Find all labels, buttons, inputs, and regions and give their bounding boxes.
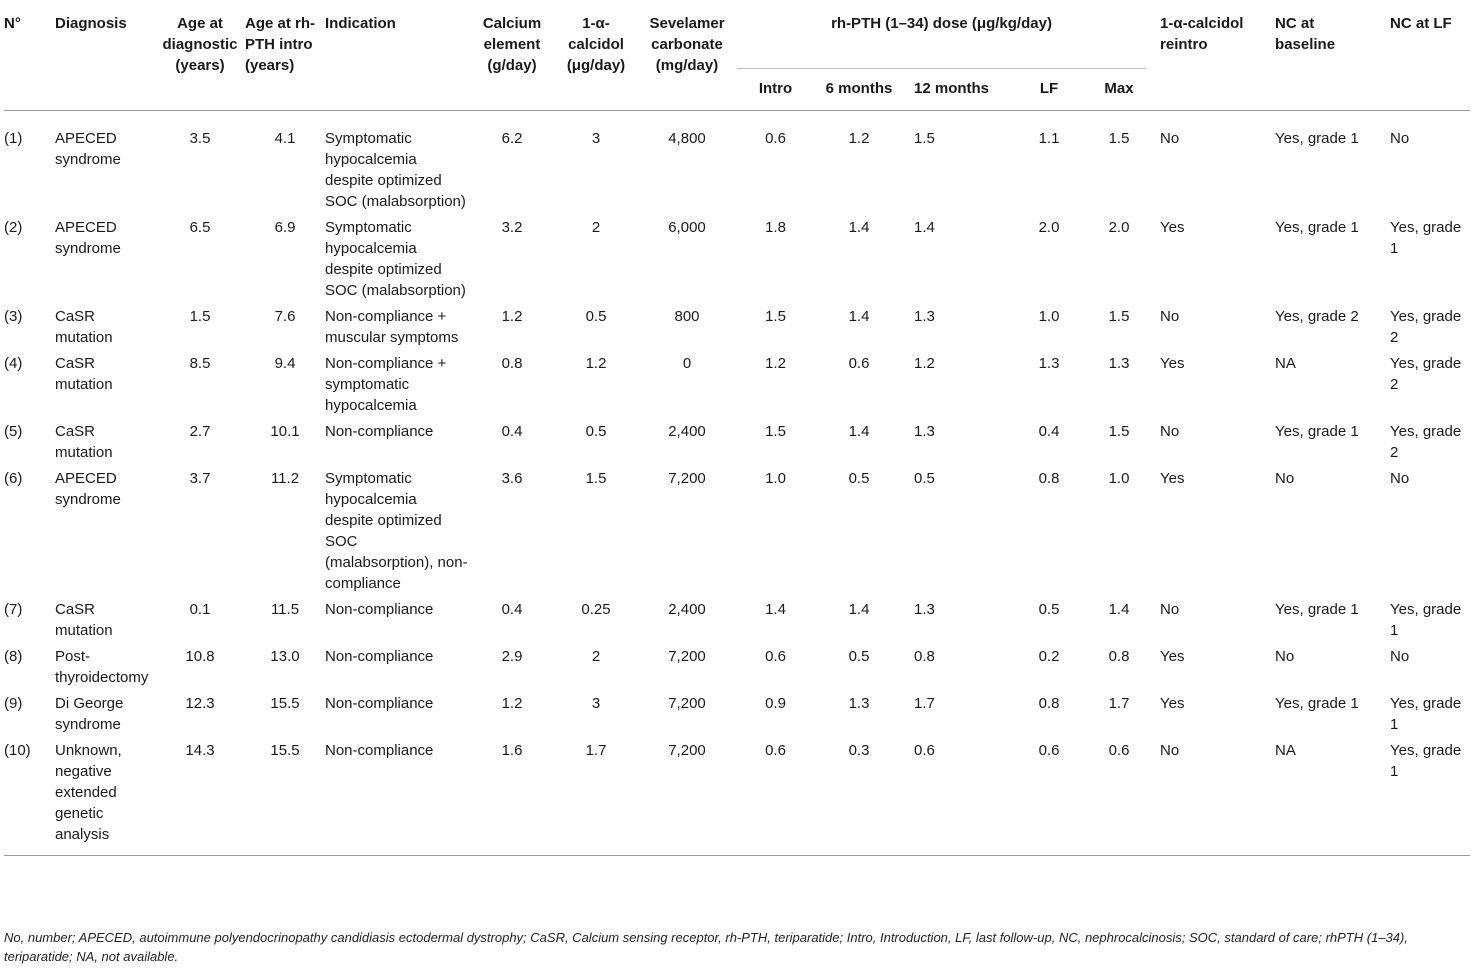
- cell-m12: 1.3: [914, 422, 935, 440]
- cell-age-intro: 15.5: [270, 694, 300, 712]
- cell-max: 1.5: [1108, 129, 1130, 147]
- cell-reintro: No: [1160, 307, 1180, 325]
- cell-no: (5): [4, 422, 23, 440]
- cell-diagnosis: Unknown, negative extended genetic analysis: [55, 735, 155, 856]
- cell-nc-base: Yes, grade 1: [1275, 422, 1359, 440]
- cell-intro: 1.4: [765, 600, 786, 618]
- cell-reintro: No: [1160, 129, 1180, 147]
- cell-max: 1.0: [1108, 469, 1130, 487]
- cell-reintro: No: [1160, 600, 1180, 618]
- table-row: [4, 463, 1470, 594]
- cell-max: 1.4: [1108, 600, 1130, 618]
- cell-age-intro: 7.6: [274, 307, 296, 325]
- cell-m12: 0.6: [904, 735, 1006, 856]
- cell-age-diag: 10.8: [185, 647, 215, 665]
- cell-nc-lf: Yes, grade 1: [1390, 694, 1462, 733]
- cell-nc-base: No: [1275, 469, 1295, 487]
- cell-max: 1.5: [1108, 307, 1130, 325]
- cell-m6: 1.4: [848, 422, 870, 440]
- cell-calcidol: 3: [591, 694, 601, 712]
- header-no: N°: [4, 4, 55, 110]
- cell-age-intro: 10.1: [270, 422, 300, 440]
- table-row: [4, 641, 1470, 688]
- cell-no: (3): [4, 307, 23, 325]
- cell-m12: 1.3: [914, 307, 935, 325]
- cell-intro: 0.6: [737, 735, 814, 856]
- cell-m6: 0.3: [814, 735, 904, 856]
- cell-sevelamer: 2,400: [668, 422, 706, 440]
- cell-m12: 1.3: [914, 600, 935, 618]
- cell-m12: 0.5: [914, 469, 935, 487]
- cell-calcidol: 2: [591, 218, 601, 236]
- cell-indication: Non-compliance: [325, 647, 434, 665]
- cell-max: 1.5: [1108, 422, 1130, 440]
- header-age-intro: Age at rh-PTH intro (years): [245, 4, 325, 110]
- cell-age-diag: 2.7: [189, 422, 211, 440]
- cell-age-intro: 11.5: [270, 600, 300, 618]
- cell-reintro: No: [1146, 735, 1261, 856]
- cell-calcium: 0.8: [501, 354, 523, 372]
- cell-nc-base: NA: [1275, 354, 1296, 372]
- table-row: [4, 688, 1470, 735]
- cell-intro: 1.2: [765, 354, 786, 372]
- table-row: [4, 348, 1470, 416]
- cell-reintro: Yes: [1160, 218, 1185, 236]
- cell-age-intro: 11.2: [270, 469, 300, 487]
- cell-sevelamer: 7,200: [668, 694, 706, 712]
- cell-indication: Symptomatic hypocalcemia despite optimized SOC (malabsorption): [325, 218, 466, 299]
- header-dose-12m: 12 months: [904, 68, 1006, 110]
- cell-age-intro: 4.1: [274, 129, 296, 147]
- cell-nc-lf: Yes, grade 1: [1376, 735, 1470, 856]
- cell-lf: 0.2: [1038, 647, 1060, 665]
- cell-indication: Non-compliance: [325, 600, 434, 618]
- cell-indication: Non-compliance: [325, 735, 469, 856]
- cell-nc-lf: Yes, grade 2: [1390, 307, 1462, 346]
- cell-no: (7): [4, 600, 23, 618]
- header-age-diagnostic: Age at diagnostic (years): [155, 4, 245, 110]
- table-row: [4, 301, 1470, 348]
- cell-m6: 1.2: [848, 129, 870, 147]
- cell-sevelamer: 800: [674, 307, 700, 325]
- cell-diagnosis: CaSR mutation: [55, 600, 113, 639]
- cell-nc-base: Yes, grade 1: [1275, 600, 1359, 618]
- cell-diagnosis: CaSR mutation: [55, 422, 113, 461]
- header-dose-max: Max: [1092, 68, 1146, 110]
- cell-m6: 0.5: [848, 647, 870, 665]
- table-row: [4, 594, 1470, 641]
- cell-m12: 1.7: [914, 694, 935, 712]
- cell-m6: 1.4: [848, 600, 870, 618]
- cell-lf: 0.5: [1038, 600, 1060, 618]
- cell-age-diag: 3.5: [189, 129, 211, 147]
- cell-indication: Non-compliance + muscular symptoms: [325, 307, 459, 346]
- header-dose-group: rh-PTH (1–34) dose (μg/kg/day): [737, 4, 1146, 68]
- cell-no: (10): [4, 735, 55, 856]
- cell-m12: 0.8: [914, 647, 935, 665]
- cell-sevelamer: 0: [682, 354, 692, 372]
- cell-m12: 1.5: [914, 129, 935, 147]
- cell-age-diag: 8.5: [189, 354, 211, 372]
- cell-max: 0.8: [1108, 647, 1130, 665]
- cell-sevelamer: 2,400: [668, 600, 706, 618]
- cell-calcium: 0.4: [501, 600, 523, 618]
- cell-m6: 1.4: [848, 218, 870, 236]
- cell-sevelamer: 6,000: [668, 218, 706, 236]
- table-row: [4, 212, 1470, 301]
- cell-calcium: 6.2: [501, 129, 523, 147]
- cell-intro: 0.9: [765, 694, 786, 712]
- cell-reintro: Yes: [1160, 694, 1185, 712]
- cell-m6: 1.3: [848, 694, 870, 712]
- cell-calcium: 2.9: [501, 647, 523, 665]
- cell-diagnosis: Di George syndrome: [55, 694, 124, 733]
- cell-reintro: Yes: [1160, 469, 1185, 487]
- cell-calcidol: 1.5: [585, 469, 607, 487]
- cell-max: 0.6: [1092, 735, 1146, 856]
- header-dose-intro: Intro: [737, 68, 814, 110]
- cell-calcidol: 1.7: [555, 735, 637, 856]
- cell-lf: 1.0: [1038, 307, 1060, 325]
- cell-m12: 1.4: [914, 218, 935, 236]
- cell-indication: Non-compliance: [325, 694, 434, 712]
- cell-indication: Non-compliance + symptomatic hypocalcemia: [325, 354, 447, 414]
- cell-intro: 0.6: [765, 647, 786, 665]
- cell-nc-lf: Yes, grade 1: [1390, 600, 1462, 639]
- cell-nc-base: NA: [1261, 735, 1376, 856]
- cell-nc-lf: No: [1390, 129, 1410, 147]
- cell-calcidol: 1.2: [585, 354, 607, 372]
- header-diagnosis: Diagnosis: [55, 4, 155, 110]
- table-row: [4, 735, 1470, 856]
- cell-calcium: 3.6: [501, 469, 523, 487]
- cell-lf: 1.3: [1038, 354, 1060, 372]
- cell-age-diag: 0.1: [189, 600, 211, 618]
- cell-calcidol: 2: [591, 647, 601, 665]
- cell-lf: 1.1: [1038, 129, 1060, 147]
- cell-age-diag: 1.5: [189, 307, 211, 325]
- cell-calcium: 1.2: [501, 307, 523, 325]
- cell-diagnosis: APECED syndrome: [55, 129, 121, 168]
- header-reintro: 1-α-calcidol reintro: [1146, 4, 1261, 110]
- cell-diagnosis: CaSR mutation: [55, 354, 113, 393]
- cell-lf: 0.8: [1038, 694, 1060, 712]
- cell-calcium: 1.2: [501, 694, 523, 712]
- cell-age-diag: 14.3: [155, 735, 245, 856]
- patient-table: [4, 4, 1470, 856]
- header-calcidol: 1-α-calcidol (μg/day): [555, 4, 637, 110]
- cell-indication: Non-compliance: [325, 422, 434, 440]
- cell-nc-lf: No: [1390, 469, 1410, 487]
- cell-nc-base: Yes, grade 1: [1275, 129, 1359, 147]
- header-dose-lf: LF: [1006, 68, 1092, 110]
- cell-no: (1): [4, 129, 23, 147]
- cell-diagnosis: APECED syndrome: [55, 469, 121, 508]
- cell-no: (6): [4, 469, 23, 487]
- cell-nc-lf: Yes, grade 2: [1390, 422, 1462, 461]
- cell-m6: 0.5: [848, 469, 870, 487]
- table-body: [4, 110, 1470, 855]
- cell-sevelamer: 4,800: [668, 129, 706, 147]
- cell-age-intro: 15.5: [245, 735, 325, 856]
- cell-reintro: Yes: [1160, 354, 1185, 372]
- header-sevelamer: Sevelamer carbonate (mg/day): [637, 4, 737, 110]
- cell-max: 1.3: [1108, 354, 1130, 372]
- cell-intro: 1.0: [765, 469, 786, 487]
- cell-intro: 1.5: [765, 422, 786, 440]
- cell-intro: 1.5: [765, 307, 786, 325]
- cell-age-intro: 13.0: [270, 647, 300, 665]
- cell-age-diag: 6.5: [189, 218, 211, 236]
- cell-indication: Symptomatic hypocalcemia despite optimized SOC (malabsorption): [325, 129, 466, 210]
- cell-max: 1.7: [1108, 694, 1130, 712]
- cell-intro: 0.6: [765, 129, 786, 147]
- cell-sevelamer: 7,200: [637, 735, 737, 856]
- header-indication: Indication: [325, 4, 469, 110]
- cell-calcidol: 3: [591, 129, 601, 147]
- cell-lf: 0.6: [1006, 735, 1092, 856]
- cell-age-intro: 6.9: [274, 218, 296, 236]
- table-row: [4, 416, 1470, 463]
- cell-lf: 0.8: [1038, 469, 1060, 487]
- cell-no: (4): [4, 354, 23, 372]
- cell-m12: 1.2: [914, 354, 935, 372]
- cell-age-intro: 9.4: [274, 354, 296, 372]
- cell-calcidol: 0.5: [585, 307, 607, 325]
- cell-no: (2): [4, 218, 23, 236]
- cell-calcidol: 0.25: [581, 600, 611, 618]
- cell-nc-lf: Yes, grade 1: [1390, 218, 1462, 257]
- cell-reintro: Yes: [1160, 647, 1185, 665]
- cell-nc-base: Yes, grade 1: [1275, 218, 1359, 236]
- cell-lf: 0.4: [1038, 422, 1060, 440]
- header-dose-6m: 6 months: [814, 68, 904, 110]
- cell-no: (8): [4, 647, 23, 665]
- header-nc-lf: NC at LF: [1376, 4, 1470, 110]
- cell-diagnosis: APECED syndrome: [55, 218, 121, 257]
- cell-sevelamer: 7,200: [668, 469, 706, 487]
- header-nc-baseline: NC at baseline: [1261, 4, 1376, 110]
- cell-sevelamer: 7,200: [668, 647, 706, 665]
- cell-m6: 0.6: [848, 354, 870, 372]
- cell-calcium: 1.6: [469, 735, 555, 856]
- cell-calcium: 0.4: [501, 422, 523, 440]
- cell-lf: 2.0: [1038, 218, 1060, 236]
- cell-max: 2.0: [1108, 218, 1130, 236]
- cell-calcium: 3.2: [501, 218, 523, 236]
- cell-nc-base: Yes, grade 1: [1275, 694, 1359, 712]
- cell-m6: 1.4: [848, 307, 870, 325]
- cell-intro: 1.8: [765, 218, 786, 236]
- cell-nc-lf: No: [1390, 647, 1410, 665]
- table-container: [4, 4, 1470, 856]
- cell-no: (9): [4, 694, 23, 712]
- cell-nc-base: Yes, grade 2: [1275, 307, 1359, 325]
- cell-diagnosis: CaSR mutation: [55, 307, 113, 346]
- header-calcium: Calcium element (g/day): [469, 4, 555, 110]
- cell-diagnosis: Post-thyroidectomy: [55, 647, 149, 686]
- cell-age-diag: 3.7: [189, 469, 211, 487]
- cell-age-diag: 12.3: [185, 694, 215, 712]
- table-row: [4, 110, 1470, 212]
- cell-reintro: No: [1160, 422, 1180, 440]
- cell-indication: Symptomatic hypocalcemia despite optimized SOC (malabsorption), non-compliance: [325, 469, 468, 592]
- cell-calcidol: 0.5: [585, 422, 607, 440]
- cell-nc-base: No: [1275, 647, 1295, 665]
- table-footnote: No, number; APECED, autoimmune polyendocrinopathy candidiasis ectodermal dystrophy; CaSR, Calcium sensing receptor, rh-PTH, teriparatide; Intro, Introduction, LF, last follow-up, NC, nephrocalcinosis; SOC, standard of care; rhPTH (1–34), teriparatide; NA, not available.: [4, 930, 1408, 964]
- cell-nc-lf: Yes, grade 2: [1390, 354, 1462, 393]
